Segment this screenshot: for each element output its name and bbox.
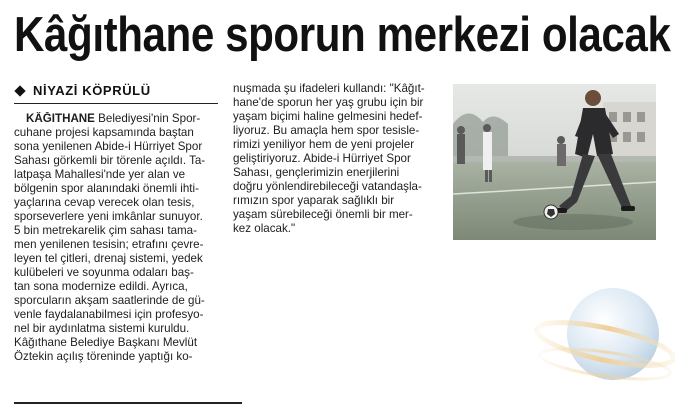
text-line: tan sona modernize edildi. Ayrıca, [14,280,188,293]
text-line: sona yenilenen Abide-i Hürriyet Spor [14,140,203,153]
photo-illustration [453,84,656,240]
text-line: sporcuların akşam saatlerinde de gü- [14,294,205,307]
text-line: nuşmada şu ifadeleri kullandı: "Kâğıt- [233,82,425,95]
text-line: KÂĞITHANE Belediyesi'nin Spor- [26,112,201,125]
text-line: sporseverlere yeni imkânlar sunuyor. [14,210,203,223]
article-column-1 [14,112,218,364]
text-line: 5 bin metrekarelik çim sahası tama- [14,224,197,237]
text-line: bölgenin spor alanındaki önemli ihti- [14,182,199,195]
text-line: leyen tel çitleri, drenaj sistemi, yedek [14,252,203,265]
byline [14,78,218,104]
text-line: yaşam sürebileceği önemli bir mer- [233,208,413,221]
text-line: liyoruz. Bu amaçla hem spor tesisle- [233,124,420,137]
text-line: geliştiriyoruz. Abide-i Hürriyet Spor [233,152,411,165]
text-line: cuhane projesi kapsamında baştan [14,126,194,139]
text-line: hane'de sporun her yaş grubu için bir [233,96,424,109]
diamond-bullet-icon [14,85,25,96]
news-photo [453,84,656,240]
planet-orb-icon [525,282,675,402]
lead-word: KÂĞITHANE [26,112,95,125]
text-line: Öztekin açılış töreninde yaptığı ko- [14,350,193,363]
text-line: kulübeleri ve soyunma odaları baş- [14,266,194,279]
author-name: NİYAZİ KÖPRÜLÜ [33,83,151,98]
text-line: men yenilenen tesisin; etrafını çevre- [14,238,204,251]
text-line: nel bir aydınlatma sistemi kuruldu. [14,322,190,335]
headline: Kâğıthane sporun merkezi olacak [14,8,671,62]
text-line: rimizi yeniliyor hem de yeni projeler [233,138,415,151]
text-line: rımızın spor yaparak sağlıklı bir [233,194,395,207]
text-line: Sahası görkemli bir törenle açıldı. Ta- [14,154,206,167]
text-line: Kâğıthane Belediye Başkanı Mevlüt [14,336,198,349]
text-line: kez olacak." [233,222,296,235]
text-line: yaşam biçimi haline gelmesini hedef- [233,110,423,123]
text-line: yaçlarına cevap verecek olan tesis, [14,196,195,209]
text-line: latpaşa Mahallesi'nde yer alan ve [14,168,186,181]
text-line: venle faydalanabilmesi için profesyo- [14,308,204,321]
article-column-2 [233,82,441,236]
text-line: doğru yönlendirebileceği vatandaşla- [233,180,422,193]
text-line: Sahası, gençlerimizin enerjilerini [233,166,400,179]
bottom-rule [14,402,242,404]
